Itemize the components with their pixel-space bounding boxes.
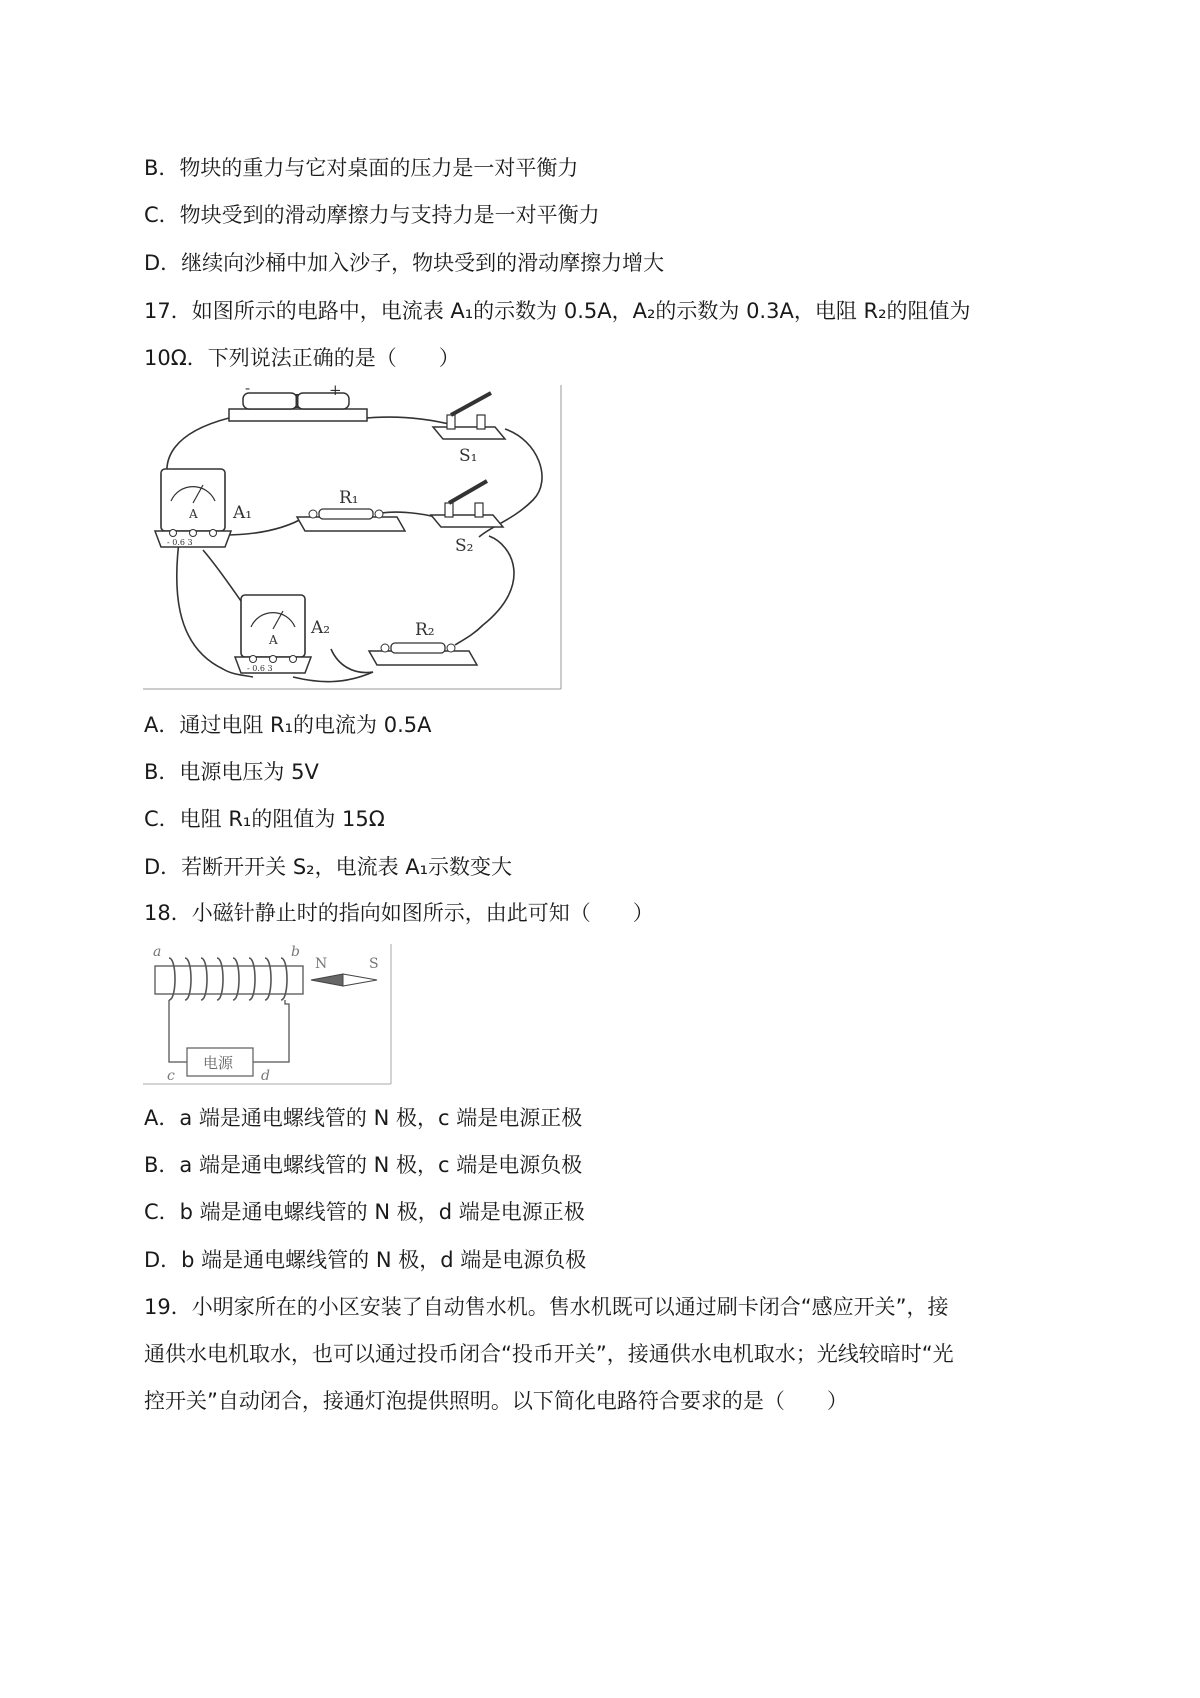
resistor-r1: [297, 488, 405, 531]
q17-option-c: C．电阻 R₁的阻值为 15Ω: [144, 807, 385, 831]
a1-label: A₁: [233, 503, 253, 523]
q17-option-d: D．若断开开关 S₂，电流表 A₁示数变大: [144, 855, 513, 879]
label-d: d: [261, 1068, 270, 1084]
label-b: b: [291, 944, 300, 960]
s2-label: S₂: [455, 536, 474, 556]
q17-option-a: A．通过电阻 R₁的电流为 0.5A: [144, 713, 432, 737]
a2-label: A₂: [311, 618, 331, 638]
label-a: a: [153, 944, 162, 960]
q16-option-c: C．物块受到的滑动摩擦力与支持力是一对平衡力: [144, 203, 600, 227]
label-c: c: [167, 1068, 175, 1084]
a1-meter-letter: A: [189, 507, 198, 521]
resistor-r2: [369, 620, 477, 665]
needle-s-label: S: [369, 956, 379, 972]
q17-stem-line1: 17．如图所示的电路中，电流表 A₁的示数为 0.5A，A₂的示数为 0.3A，电阻 R₂的阻值为: [144, 299, 971, 323]
battery-minus-label: -: [245, 385, 251, 397]
a2-terminals: - 0.6 3: [247, 664, 273, 673]
q18-option-a: A．a 端是通电螺线管的 N 极，c 端是电源正极: [144, 1106, 583, 1130]
s1-label: S₁: [459, 446, 478, 466]
power-source-label: 电源: [203, 1054, 234, 1072]
q18-option-b: B．a 端是通电螺线管的 N 极，c 端是电源负极: [144, 1153, 583, 1177]
q18-stem: 18．小磁针静止时的指向如图所示，由此可知（ ）: [144, 901, 654, 925]
q17-circuit-figure: [143, 385, 563, 691]
r2-label: R₂: [415, 620, 435, 640]
circuit-diagram: [143, 385, 563, 691]
q16-option-b: B．物块的重力与它对桌面的压力是一对平衡力: [144, 156, 579, 180]
q19-stem-line1: 19．小明家所在的小区安装了自动售水机。售水机既可以通过刷卡闭合“感应开关”，接: [144, 1295, 949, 1319]
q16-option-d: D．继续向沙桶中加入沙子，物块受到的滑动摩擦力增大: [144, 251, 665, 275]
compass-needle: [311, 956, 379, 986]
battery-plus-label: +: [329, 385, 342, 399]
switch-s2: [431, 481, 503, 556]
q19-stem-line2: 通供水电机取水，也可以通过投币闭合“投币开关”，接通供水电机取水；光线较暗时“光: [144, 1342, 954, 1366]
q18-option-d: D．b 端是通电螺线管的 N 极，d 端是电源负极: [144, 1248, 587, 1272]
solenoid-diagram: [143, 944, 393, 1086]
switch-s1: [433, 393, 505, 466]
needle-n-label: N: [315, 956, 328, 972]
q18-solenoid-figure: [143, 944, 393, 1086]
q17-stem-line2: 10Ω．下列说法正确的是（ ）: [144, 346, 460, 370]
ammeter-a2: [235, 595, 330, 673]
a1-terminals: - 0.6 3: [167, 538, 193, 547]
r1-label: R₁: [339, 488, 359, 508]
battery: [229, 385, 367, 421]
q19-stem-line3: 控开关”自动闭合，接通灯泡提供照明。以下简化电路符合要求的是（ ）: [144, 1389, 848, 1413]
q18-option-c: C．b 端是通电螺线管的 N 极，d 端是电源正极: [144, 1200, 585, 1224]
q17-option-b: B．电源电压为 5V: [144, 760, 319, 784]
a2-meter-letter: A: [269, 633, 278, 647]
